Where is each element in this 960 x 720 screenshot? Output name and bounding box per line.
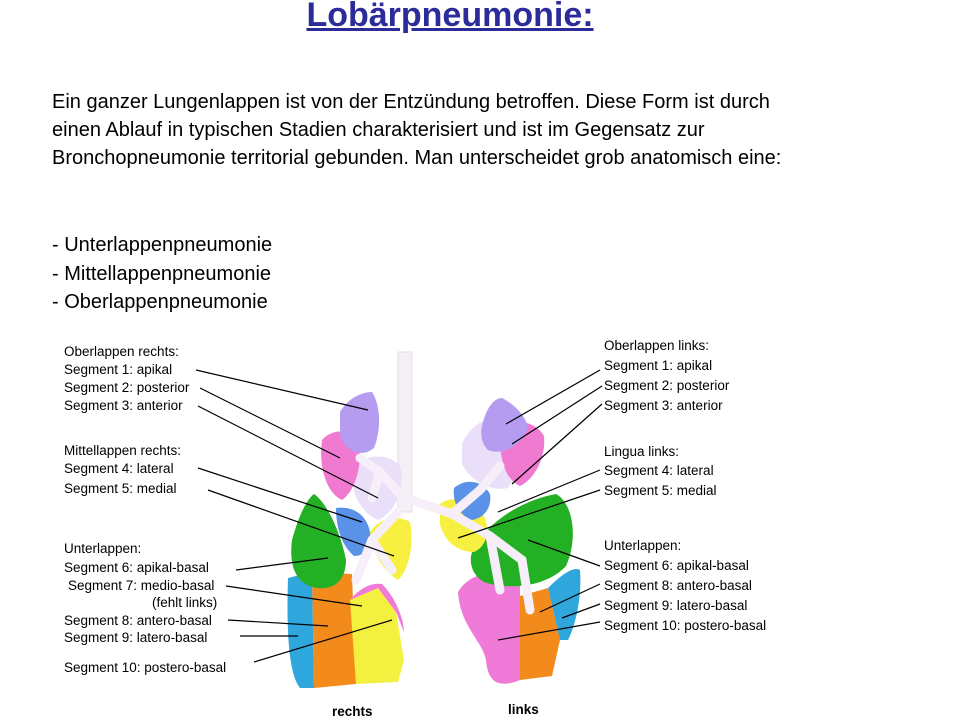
label-right-seg4: Segment 4: lateral xyxy=(64,461,174,476)
list-item-mittellappen: - Mittellappenpneumonie xyxy=(52,262,272,285)
label-left-seg10: Segment 10: postero-basal xyxy=(604,618,767,633)
label-right-seg8: Segment 8: antero-basal xyxy=(64,613,212,628)
label-right-seg7-note: (fehlt links) xyxy=(152,595,218,610)
label-right-seg3: Segment 3: anterior xyxy=(64,398,183,413)
right-seg10-postero-basal xyxy=(288,572,315,688)
right-seg8-antero-basal xyxy=(312,572,356,688)
label-oberlappen-links: Oberlappen links: xyxy=(604,338,710,353)
label-right-seg9: Segment 9: latero-basal xyxy=(64,630,208,645)
label-lingua-links: Lingua links: xyxy=(604,444,680,459)
pneumonia-type-list xyxy=(52,231,272,317)
left-labels xyxy=(64,344,226,675)
label-left-seg6: Segment 6: apikal-basal xyxy=(604,558,749,573)
label-right-seg6: Segment 6: apikal-basal xyxy=(64,560,209,575)
label-side-links: links xyxy=(508,702,539,717)
list-item-oberlappen: - Oberlappenpneumonie xyxy=(52,291,268,313)
label-oberlappen-rechts: Oberlappen rechts: xyxy=(64,344,179,359)
label-left-seg9: Segment 9: latero-basal xyxy=(604,598,748,613)
label-left-seg8: Segment 8: antero-basal xyxy=(604,578,752,593)
right-seg1-apikal xyxy=(340,392,379,453)
list-item-unterlappen: - Unterlappenpneumonie xyxy=(52,234,273,256)
label-right-seg7: Segment 7: medio-basal xyxy=(68,578,215,593)
left-lung xyxy=(412,398,580,684)
right-seg9-latero-basal xyxy=(350,588,404,684)
label-right-seg2: Segment 2: posterior xyxy=(64,380,190,395)
label-mittellappen-rechts: Mittellappen rechts: xyxy=(64,443,182,458)
left-seg10-postero-basal xyxy=(458,573,520,683)
label-right-seg1: Segment 1: apikal xyxy=(64,362,173,377)
label-left-seg5: Segment 5: medial xyxy=(604,483,717,498)
right-labels xyxy=(604,338,766,633)
label-unterlappen-rechts: Unterlappen: xyxy=(64,541,142,556)
label-left-seg3: Segment 3: anterior xyxy=(604,398,723,413)
label-right-seg5: Segment 5: medial xyxy=(64,481,177,496)
intro-paragraph: Ein ganzer Lungenlappen ist von der Entzündung betroffen. Diese Form ist durch einen Ablauf in typischen Stadien charakterisiert und ist im Gegensatz zur Bronchopneumonie territorial gebunden. Man unterscheidet grob anatomisch eine: xyxy=(52,91,782,169)
label-side-rechts: rechts xyxy=(332,704,373,719)
lung-segments-figure xyxy=(0,330,960,720)
label-right-seg10: Segment 10: postero-basal xyxy=(64,660,227,675)
label-left-seg1: Segment 1: apikal xyxy=(604,358,713,373)
label-unterlappen-links: Unterlappen: xyxy=(604,538,682,553)
page-title: Lobärpneumonie: xyxy=(306,0,594,34)
label-left-seg2: Segment 2: posterior xyxy=(604,378,730,393)
label-left-seg4: Segment 4: lateral xyxy=(604,463,714,478)
